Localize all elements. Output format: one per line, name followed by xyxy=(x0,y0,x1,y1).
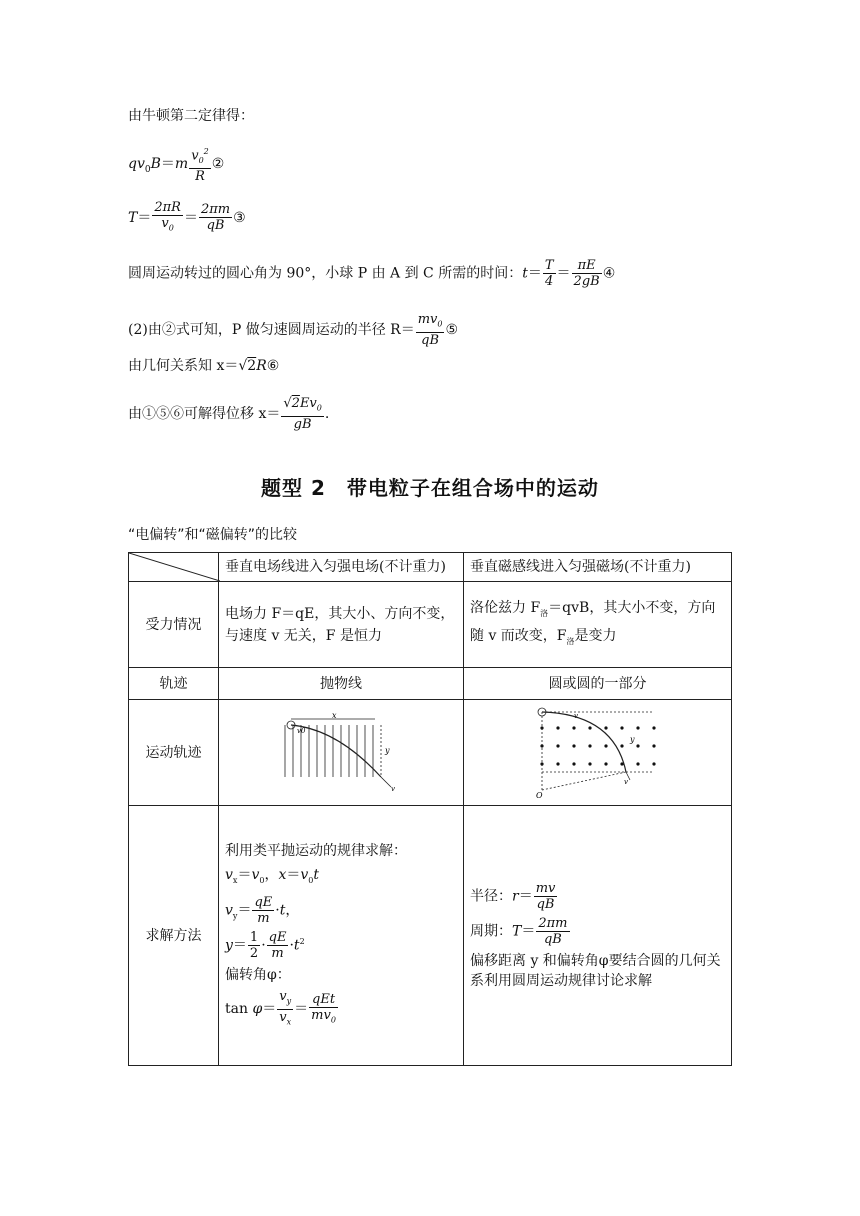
solution-line-1: 由牛顿第二定律得： xyxy=(128,108,254,124)
period-label: 周期： xyxy=(470,923,512,939)
force-magnetic-a: 洛伦兹力 F xyxy=(470,599,541,616)
section-subtitle: “电偏转”和“磁偏转”的比较 xyxy=(128,527,298,543)
method-magnetic-text: 偏移距离 y 和偏转角φ要结合圆的几何关系利用圆周运动规律讨论求解 xyxy=(470,952,721,989)
displacement-sentence: 由①⑤⑥可解得位移 x＝ xyxy=(128,405,281,422)
method-electric-deflect: 偏转角φ： xyxy=(225,967,291,984)
svg-text:y: y xyxy=(385,745,390,755)
parabola-diagram xyxy=(277,713,405,793)
force-electric: 电场力 F＝qE，其大小、方向不变，与速度 v 无关，F 是恒力 xyxy=(219,582,464,668)
comparison-table xyxy=(128,552,732,1066)
radius-sentence: (2)由②式可知，P 做匀速圆周运动的半径 R＝ xyxy=(128,321,415,338)
eq-tan: tan φ＝ $\frac{v_y}{v_x}$ ＝ $\frac{\text{qEt}}{mv_0}$ xyxy=(225,989,336,1027)
header-magnetic: 垂直磁感线进入匀强磁场(不计重力) xyxy=(464,553,732,582)
force-magnetic-sub-2: 洛 xyxy=(566,636,575,646)
method-label: 求解方法 xyxy=(129,806,219,1066)
header-electric: 垂直电场线进入匀强电场(不计重力) xyxy=(219,553,464,582)
time-sentence: 圆周运动转过的圆心角为 90°，小球 P 由 A 到 C 所需的时间： xyxy=(128,265,523,282)
motion-label: 运动轨迹 xyxy=(129,700,219,806)
table-row-method xyxy=(129,806,732,1066)
force-magnetic-c: 是变力 xyxy=(574,627,617,644)
radius-label: 半径： xyxy=(470,888,512,904)
eq-y: y＝ $\frac{1}{2}$ · $\frac{qE}{m}$ $\cdot t^2$ xyxy=(225,930,305,962)
geometry-sentence: 由几何关系知 x＝ xyxy=(128,358,239,374)
circle-diagram xyxy=(534,706,662,800)
force-magnetic-b: ＝qvB，其大小不变，方向随 v 而改变，F xyxy=(470,599,716,644)
equation-4: 圆周运动转过的圆心角为 90°，小球 P 由 A 到 C 所需的时间：t＝ $\frac{T}{4}$ ＝ $\frac{\pi E}{2gB}$ ④ xyxy=(128,258,616,289)
equation-3: T＝ $\frac{2\pi R}{v_0}$ ＝ $\frac{2\pi m}{qB}$ ③ xyxy=(128,200,246,234)
method-magnetic xyxy=(464,806,732,1066)
table-row-header xyxy=(129,553,732,582)
eq-vy: $v_y=$ $\frac{qE}{m}$ ·t， xyxy=(225,895,300,927)
force-magnetic xyxy=(464,582,732,668)
svg-text:v: v xyxy=(391,784,395,793)
table-row-trajectory xyxy=(129,668,732,700)
eq-period: 周期：T＝ $\frac{2\pi m}{qB}$ xyxy=(470,915,568,947)
table-row-force xyxy=(129,582,732,668)
method-electric-intro: 利用类平抛运动的规律求解： xyxy=(225,843,407,860)
equation-6: 由几何关系知 x＝√2R⑥ xyxy=(128,358,280,374)
svg-text:O: O xyxy=(535,790,543,800)
svg-text:y: y xyxy=(629,734,635,744)
diagonal-line xyxy=(129,553,220,581)
equation-final: 由①⑤⑥可解得位移 x＝ $\frac{√2Ev_0}{gB}$ . xyxy=(128,396,330,432)
section-title: 题型 2 带电粒子在组合场中的运动 xyxy=(261,476,599,500)
trajectory-label: 轨迹 xyxy=(129,668,219,700)
table-row-motion xyxy=(129,700,732,806)
svg-text:v0: v0 xyxy=(297,726,306,735)
diagonal-header-cell xyxy=(129,553,219,582)
motion-magnetic-cell xyxy=(464,700,732,806)
eq-vx: $v_x=v_0$，$x=v_0t$ xyxy=(225,867,320,886)
trajectory-electric: 抛物线 xyxy=(219,668,464,700)
equation-5: (2)由②式可知，P 做匀速圆周运动的半径 R＝ $\frac{mv_0}{qB}$ ⑤ xyxy=(128,312,459,348)
force-magnetic-sub-1: 洛 xyxy=(540,608,549,618)
trajectory-magnetic: 圆或圆的一部分 xyxy=(464,668,732,700)
svg-text:x: x xyxy=(332,712,337,720)
motion-electric-cell xyxy=(219,700,464,806)
svg-text:v: v xyxy=(623,777,628,786)
equation-2: $qv_0B=m$ $\frac{v_0^2}{R}$ ② xyxy=(128,144,224,184)
method-electric xyxy=(219,806,464,1066)
force-label: 受力情况 xyxy=(129,582,219,668)
svg-text:v: v xyxy=(573,711,578,720)
eq-radius: 半径：r＝ $\frac{mv}{qB}$ xyxy=(470,880,556,912)
